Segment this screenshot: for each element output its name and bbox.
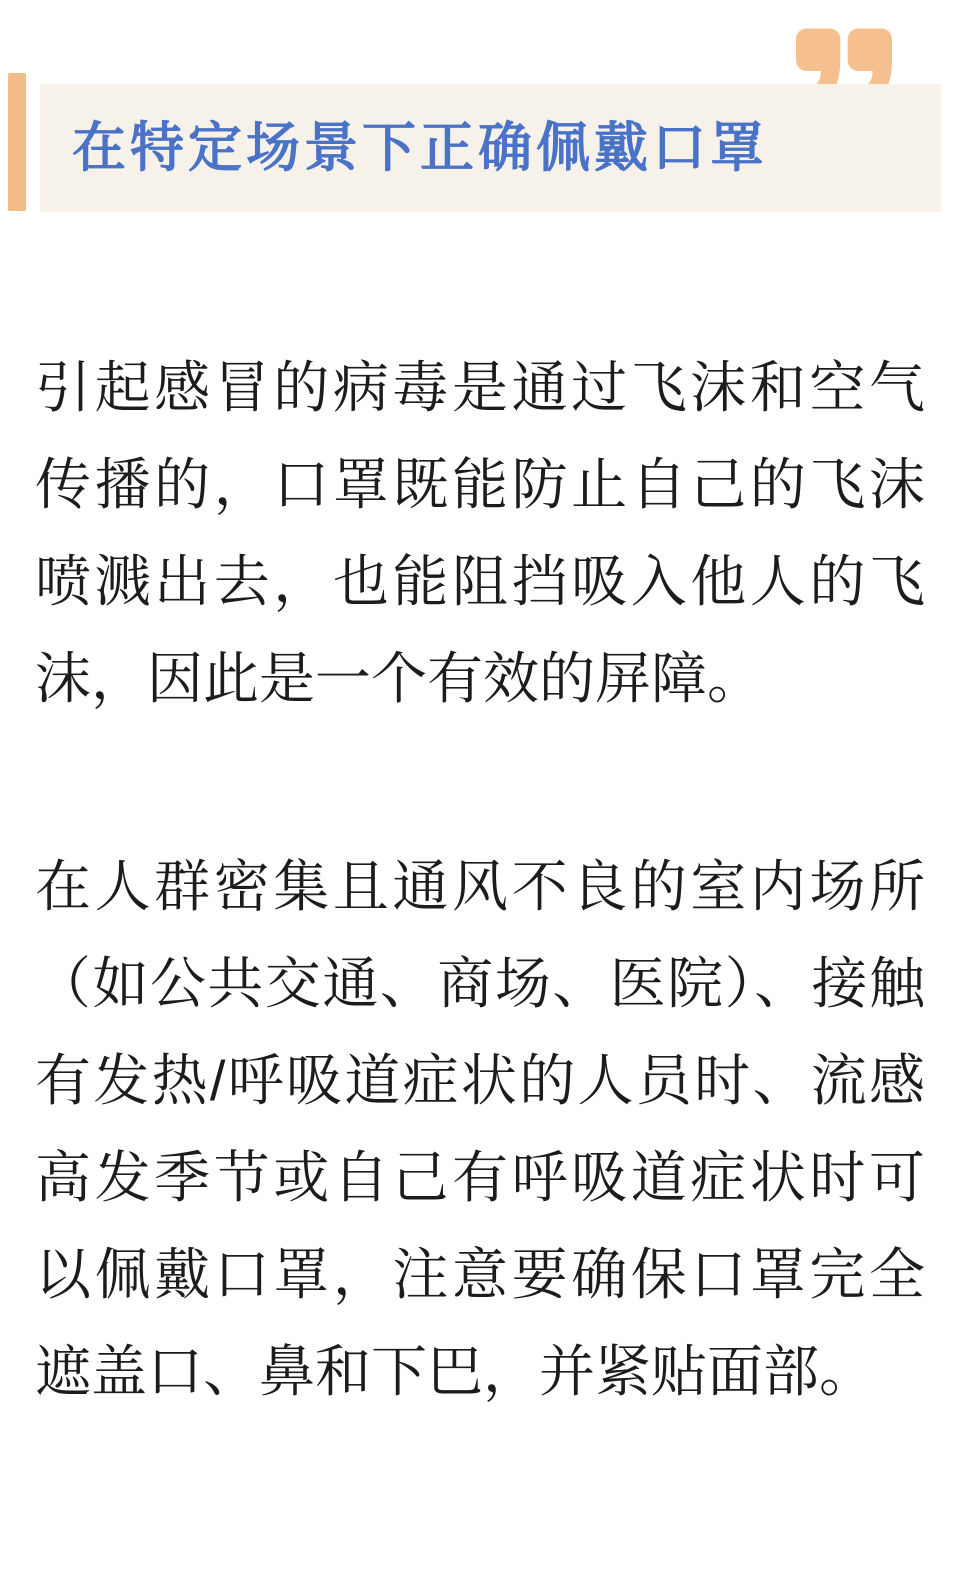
section-title: 在特定场景下正确佩戴口罩 xyxy=(72,118,768,178)
paragraph-mask-scenarios: 在人群密集且通风不良的室内场所（如公共交通、商场、医院）、接触有发热/呼吸道症状的人员时、流感高发季节或自己有呼吸道症状时可以佩戴口罩，注意要确保口罩完全遮盖口、鼻和下巴，并紧贴面部。 xyxy=(35,855,925,1403)
article-body xyxy=(0,339,960,1420)
section-header xyxy=(0,0,960,212)
accent-bar xyxy=(8,73,26,211)
title-box xyxy=(40,84,941,212)
paragraph-mask-barrier: 引起感冒的病毒是通过飞沫和空气传播的，口罩既能防止自己的飞沫喷溅出去，也能阻挡吸入他人的飞沫，因此是一个有效的屏障。 xyxy=(35,356,925,710)
